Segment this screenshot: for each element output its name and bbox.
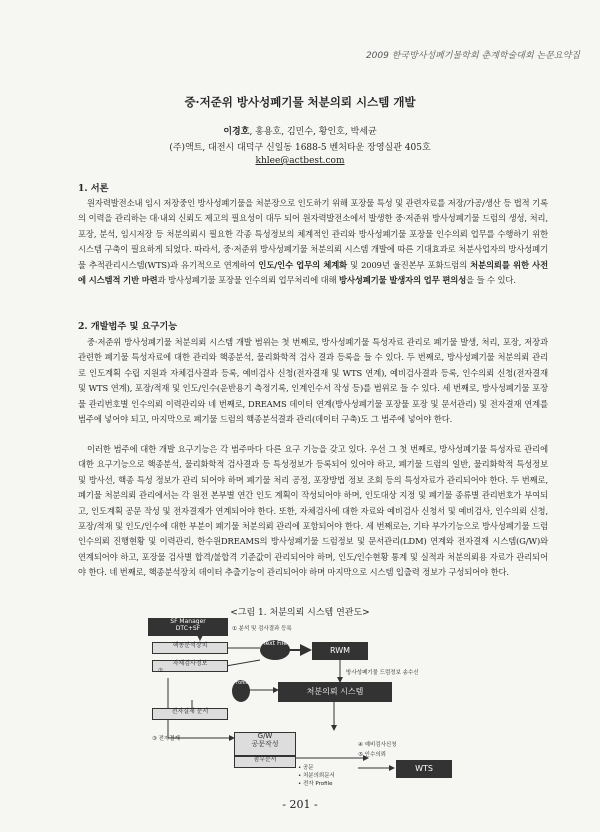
approval-doc-box: 전자결재 문서 [152, 708, 228, 720]
co-authors: , 홍용호, 김민수, 황인호, 박세균 [249, 127, 377, 137]
step5-label: ⑤ 인수의뢰 [358, 752, 386, 758]
affiliation: (주)액트, 대전시 대덕구 신일동 1688-5 벤처타운 장영실관 405호 [169, 143, 431, 153]
rwm-box: RWM [312, 642, 368, 660]
gw-label: G/W [257, 732, 273, 740]
disposal-system-box: 처분의뢰 시스템 [278, 682, 392, 702]
text-run: 원자력발전소내 임시 저장중인 방사성폐기물을 처분장으로 인도하기 위해 포장물 특성 및 관련자료를 저장/가공/생산 등 법적 기록의 이력을 관리하는 대·내외 신뢰도 제고의 필요성이 대두 되어 원자력발전소에서 발생한 중·저준위 방사성폐기물 드럼의 생성, 처리, 포장, 분석, 임시저장 등 처분의뢰시 필요한 각종 특성정보의 체계적인 관리와 방사성폐기물 포장물 인수의뢰 업무를 수행하기 위한 시스템 구축이 필요하게 되었다. 따라서, 중·저준위 방사성폐기물 처분의뢰 시스템 개발에 따른 기대효과로 처분사업자의 방사성폐기물 추적관리시스템(WTS)과 유기적으로 연계하여 [78, 198, 548, 270]
system-diagram [148, 618, 458, 790]
emphasis: 방사성폐기물 발생자의 업무 편의성 [339, 275, 467, 286]
section-heading-intro: 1. 서론 [78, 183, 109, 194]
list-item: • 전자 Profile [298, 781, 333, 787]
text-file-node: Text File [260, 640, 290, 660]
dtc-sf-label: DTC+SF [175, 624, 201, 632]
emphasis: 처분의뢰를 위한 사전에 시스템적 기반 마련 [78, 259, 549, 286]
nuclide-device-box: 핵종분석장치 [152, 642, 228, 654]
sf-manager-label: SF Manager [170, 618, 206, 625]
step2-label: ② [158, 668, 163, 674]
running-header: 2009 한국방사성폐기물학회 춘계학술대회 논문요약집 [365, 51, 580, 61]
scope-paragraph: 중·저준위 방사성폐기물 처분의뢰 시스템 개발 범위는 첫 번째로, 방사성폐기물 특성자료 관리로 폐기물 발생, 처리, 포장, 저장과 관련한 폐기물 특성자료에 대한 관리와 핵종분석, 물리화학적 검사 결과 등록을 들 수 있다. 두 번째로, 방사성폐기물 처분의뢰 관리로 인도계획 수립 지원과 자체검사결과 등록, 예비검사 신청(전자결재 및 WTS 연계), 예비검사결과 등록, 인수의뢰 신청(전자결재 및 WTS 연계), 포장/적재 및 인도/인수(운반용기 측정기록, 인계인수서 작성 등)를 범위로 들 수 있다. 세 번째로, 방사성폐기물 포장물 관리번호별 인수의뢰 이력관리와 네 번째로, DREAMS 데이터 연계(방사성폐기물 포장물 포장 및 문서관리) 및 전자결재 연계를 범주에 넣어야 되고, 마지막으로 폐기물 드럼의 핵종분석결과 관리(데이터 구축)도 그 범주에 넣어야 한다. [78, 337, 548, 425]
intro-paragraph [78, 196, 548, 288]
list-item: • 공문 [298, 765, 314, 771]
step3-label: ③ 전자결재 [152, 736, 180, 742]
requirements-paragraph: 이러한 범주에 대한 개발 요구기능은 각 범주마다 다른 요구 기능을 갖고 있다. 우선 그 첫 번째로, 방사성폐기물 특성자료 관리에 대한 요구기능으로 핵종분석, 물리화학적 검사결과 등 특성정보가 등록되어 있어야 하고, 폐기물 드럼의 일반, 물리화학적 특성정보 및 방사선, 핵종 특성 정보가 관리 되어야 하며 폐기물 처리 공정, 포장방법 정보 조회 등의 특성자료가 관리되어야 한다. 두 번째로, 폐기물 처분의뢰 관리에서는 각 원전 본부별 연간 인도 계획이 작성되어야 하며, 인도대상 지정 및 폐기물 종류별 관리번호가 부여되고, 인도계획 공문 작성 및 전자결재가 연계되어야 한다. 또한, 자체검사에 대한 자료와 예비검사 신청서 및 예비검사, 인수의뢰 신청, 포장/적재 및 인도/인수에 대한 부분이 폐기물 처분의뢰 관리에 포함되어야 한다. 세 번째로는, 기타 부가기능으로 방사성폐기물 드럼 인수의뢰 진행현황 및 이력관리, 한수원DREAMS의 방사성폐기물 드럼정보 및 문서관리(LDM) 연계와 전자결재 시스템(G/W)와 연계되어야 하고, 포장물 검사별 합격/불합격 기준값이 관리되어야 하며, 인도/인수현황 통계 및 실적과 처분의뢰용 자료가 관리되어야 한다. 네 번째로, 핵종분석장치 데이터 추출기능이 관리되어야 하며 마지막으로 시스템 입출력 정보가 구성되어야 한다. [78, 444, 548, 578]
page-number: - 201 - [282, 798, 318, 811]
lead-author: 이경호 [223, 127, 250, 137]
profile-node: Profile [232, 680, 250, 702]
emphasis: 인도/인수 업무의 체계화 [258, 259, 348, 270]
figure-caption: <그림 1. 처분의뢰 시스템 연관도> [230, 608, 370, 618]
step4-label: ④ 예비검사신청 [358, 742, 397, 748]
sf-manager-box [148, 618, 228, 636]
doc-list [298, 764, 335, 788]
step1-label: ① 분석 및 검사결과 등록 [232, 626, 292, 632]
text-run: 및 2009년 울진본부 포화드럼의 [347, 259, 471, 270]
attached-doc-box: 첨부문서 [234, 756, 296, 768]
gw-box [234, 732, 296, 756]
text-run: 을 들 수 있다. [466, 275, 516, 286]
wts-box: WTS [396, 760, 452, 778]
official-doc-label: 공문작성 [251, 739, 279, 748]
paper-title: 중·저준위 방사성폐기물 처분의뢰 시스템 개발 [184, 95, 416, 109]
section-heading-scope: 2. 개발범주 및 요구기능 [78, 321, 178, 332]
author-line [0, 124, 600, 137]
self-inspection-box: 자체검사정보 [152, 660, 228, 672]
text-run: 과 방사성폐기물 포장물 인수의뢰 업무처리에 대해 [157, 275, 340, 286]
list-item: • 처분의뢰문서 [298, 773, 335, 779]
drum-info-label: 방사성폐기물 드럼정보 송수신 [346, 670, 419, 676]
contact-email[interactable]: khlee@actbest.com [255, 156, 345, 166]
